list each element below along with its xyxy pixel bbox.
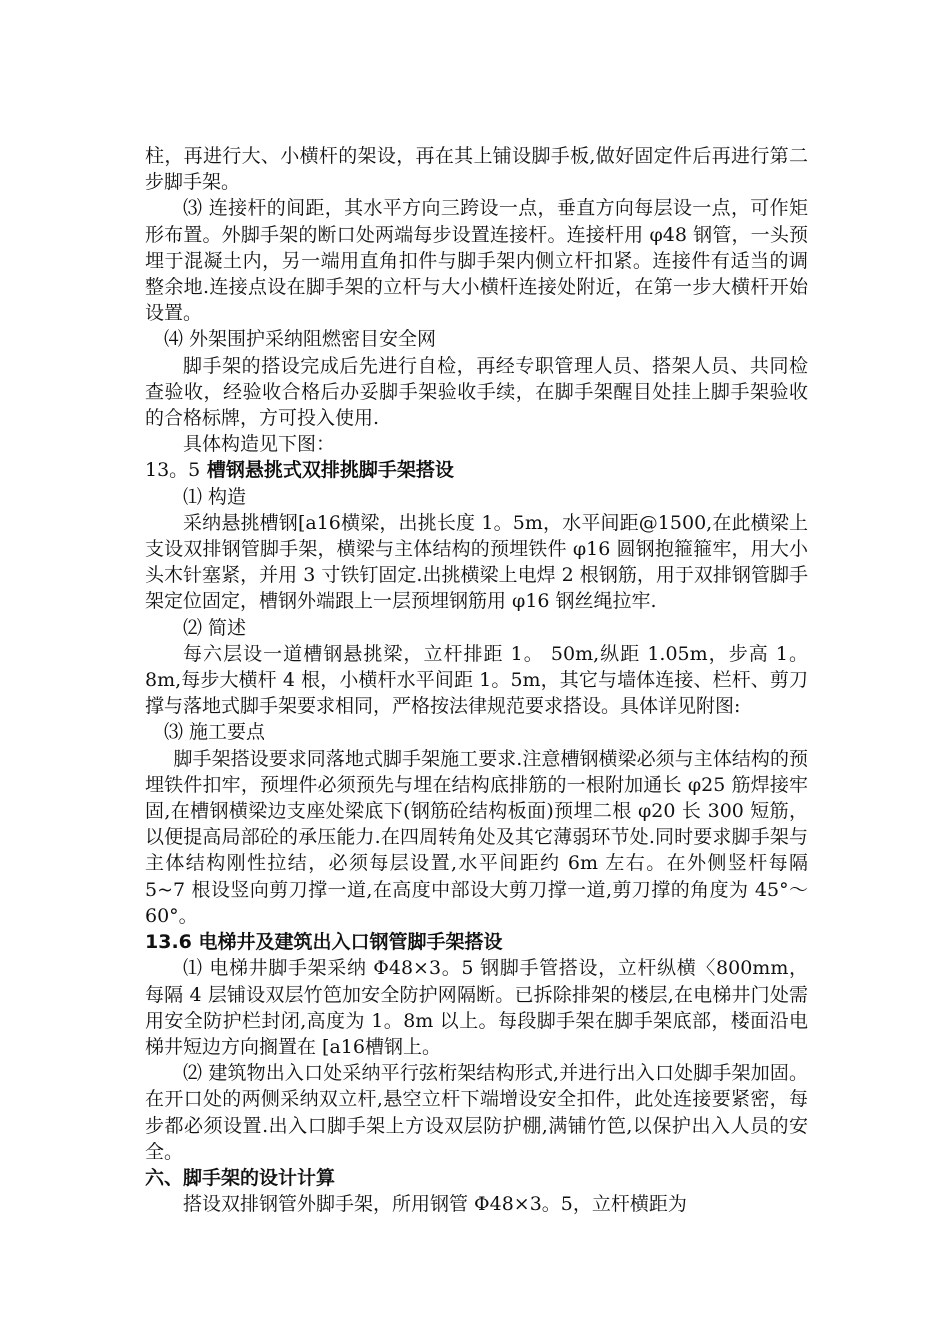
section-heading-6: 六、脚手架的设计计算 [145, 1166, 336, 1189]
section-number: 13。5 [145, 459, 201, 482]
paragraph: 脚手架的搭设完成后先进行自检，再经专职管理人员、搭架人员、共同检查验收，经验收合格后办妥脚手架验收手续，在脚手架醒目处挂上脚手架验收的合格标牌，方可投入使用. [145, 354, 808, 430]
paragraph: ⑶ 连接杆的间距，其水平方向三跨设一点，垂直方向每层设一点，可作矩形布置。外脚手架的断口处两端每步设置连接杆。连接杆用 φ48 钢管，一头预埋于混凝土内，另一端用直角扣件与脚手架内侧立杆扣紧。连接件有适当的调整余地.连接点设在脚手架的立杆与大小横杆连接处附近，在第一步大横杆开始设置。 [145, 197, 808, 325]
paragraph: ⑴ 构造 [183, 485, 247, 508]
paragraph: 脚手架搭设要求同落地式脚手架施工要求.注意槽钢横梁必须与主体结构的预埋铁件扣牢，预埋件必须预先与埋在结构底排筋的一根附加通长 φ25 筋焊接牢固,在槽钢横梁边支座处梁底下(钢筋砼结构板面)预埋二根 φ20 长 300 短筋，以便提高局部砼的承压能力.在四周转角处及其它薄弱环节处.同时要求脚手架与主体结构刚性拉结，必须每层设置,水平间距约 6m 左右。在外侧竖杆每隔 5~7 根设竖向剪刀撑一道,在高度中部设大剪刀撑一道,剪刀撑的角度为 45°～60°。 [145, 747, 815, 927]
section-heading-13-6: 13.6 电梯井及建筑出入口钢管脚手架搭设 [145, 931, 503, 954]
section-heading-13-5 [145, 457, 808, 483]
document-page [145, 143, 815, 1217]
paragraph: ⑵ 简述 [183, 616, 247, 639]
paragraph: ⑵ 建筑物出入口处采纳平行弦桁架结构形式,并进行出入口处脚手架加固。在开口处的两侧采纳双立杆,悬空立杆下端增设安全扣件，此处连接要紧密，每步都必须设置.出入口脚手架上方设双层防护棚,满铺竹笆,以保护出入人员的安全。 [145, 1062, 808, 1163]
paragraph: ⑴ 电梯井脚手架采纳 Φ48×3。5 钢脚手管搭设，立杆纵横〈800mm，每隔 4 层铺设双层竹笆加安全防护网隔断。已拆除排架的楼层,在电梯井门处需用安全防护栏封闭,高度为 1。8m 以上。每段脚手架在脚手架底部，楼面沿电梯井短边方向搁置在 [a16槽钢上。 [145, 957, 808, 1058]
paragraph: ⑷ 外架围护采纳阻燃密目安全网 [164, 328, 437, 351]
paragraph: 具体构造见下图： [183, 433, 336, 456]
paragraph: ⑶ 施工要点 [164, 721, 266, 744]
paragraph: 采纳悬挑槽钢[a16横梁，出挑长度 1。5m，水平间距@1500,在此横梁上支设双排钢管脚手架，横梁与主体结构的预埋铁件 φ16 圆钢抱箍箍牢，用大小头木针塞紧，并用 3 寸铁钉固定.出挑横梁上电焊 2 根钢筋，用于双排钢管脚手架定位固定，槽钢外端跟上一层预埋钢筋用 φ16 钢丝绳拉牢. [145, 511, 808, 613]
section-title: 槽钢悬挑式双排挑脚手架搭设 [206, 459, 454, 482]
paragraph: 柱，再进行大、小横杆的架设，再在其上铺设脚手板,做好固定件后再进行第二步脚手架。 [145, 145, 808, 194]
paragraph: 搭设双排钢管外脚手架，所用钢管 Φ48×3。5，立杆横距为 [183, 1193, 687, 1216]
paragraph: 每六层设一道槽钢悬挑梁，立杆排距 1。 50m,纵距 1.05m，步高 1。8m,每步大横杆 4 根，小横杆水平间距 1。5m，其它与墙体连接、栏杆、剪刀撑与落地式脚手架要求相同，严格按法律规范要求搭设。具体详见附图: [145, 642, 808, 718]
